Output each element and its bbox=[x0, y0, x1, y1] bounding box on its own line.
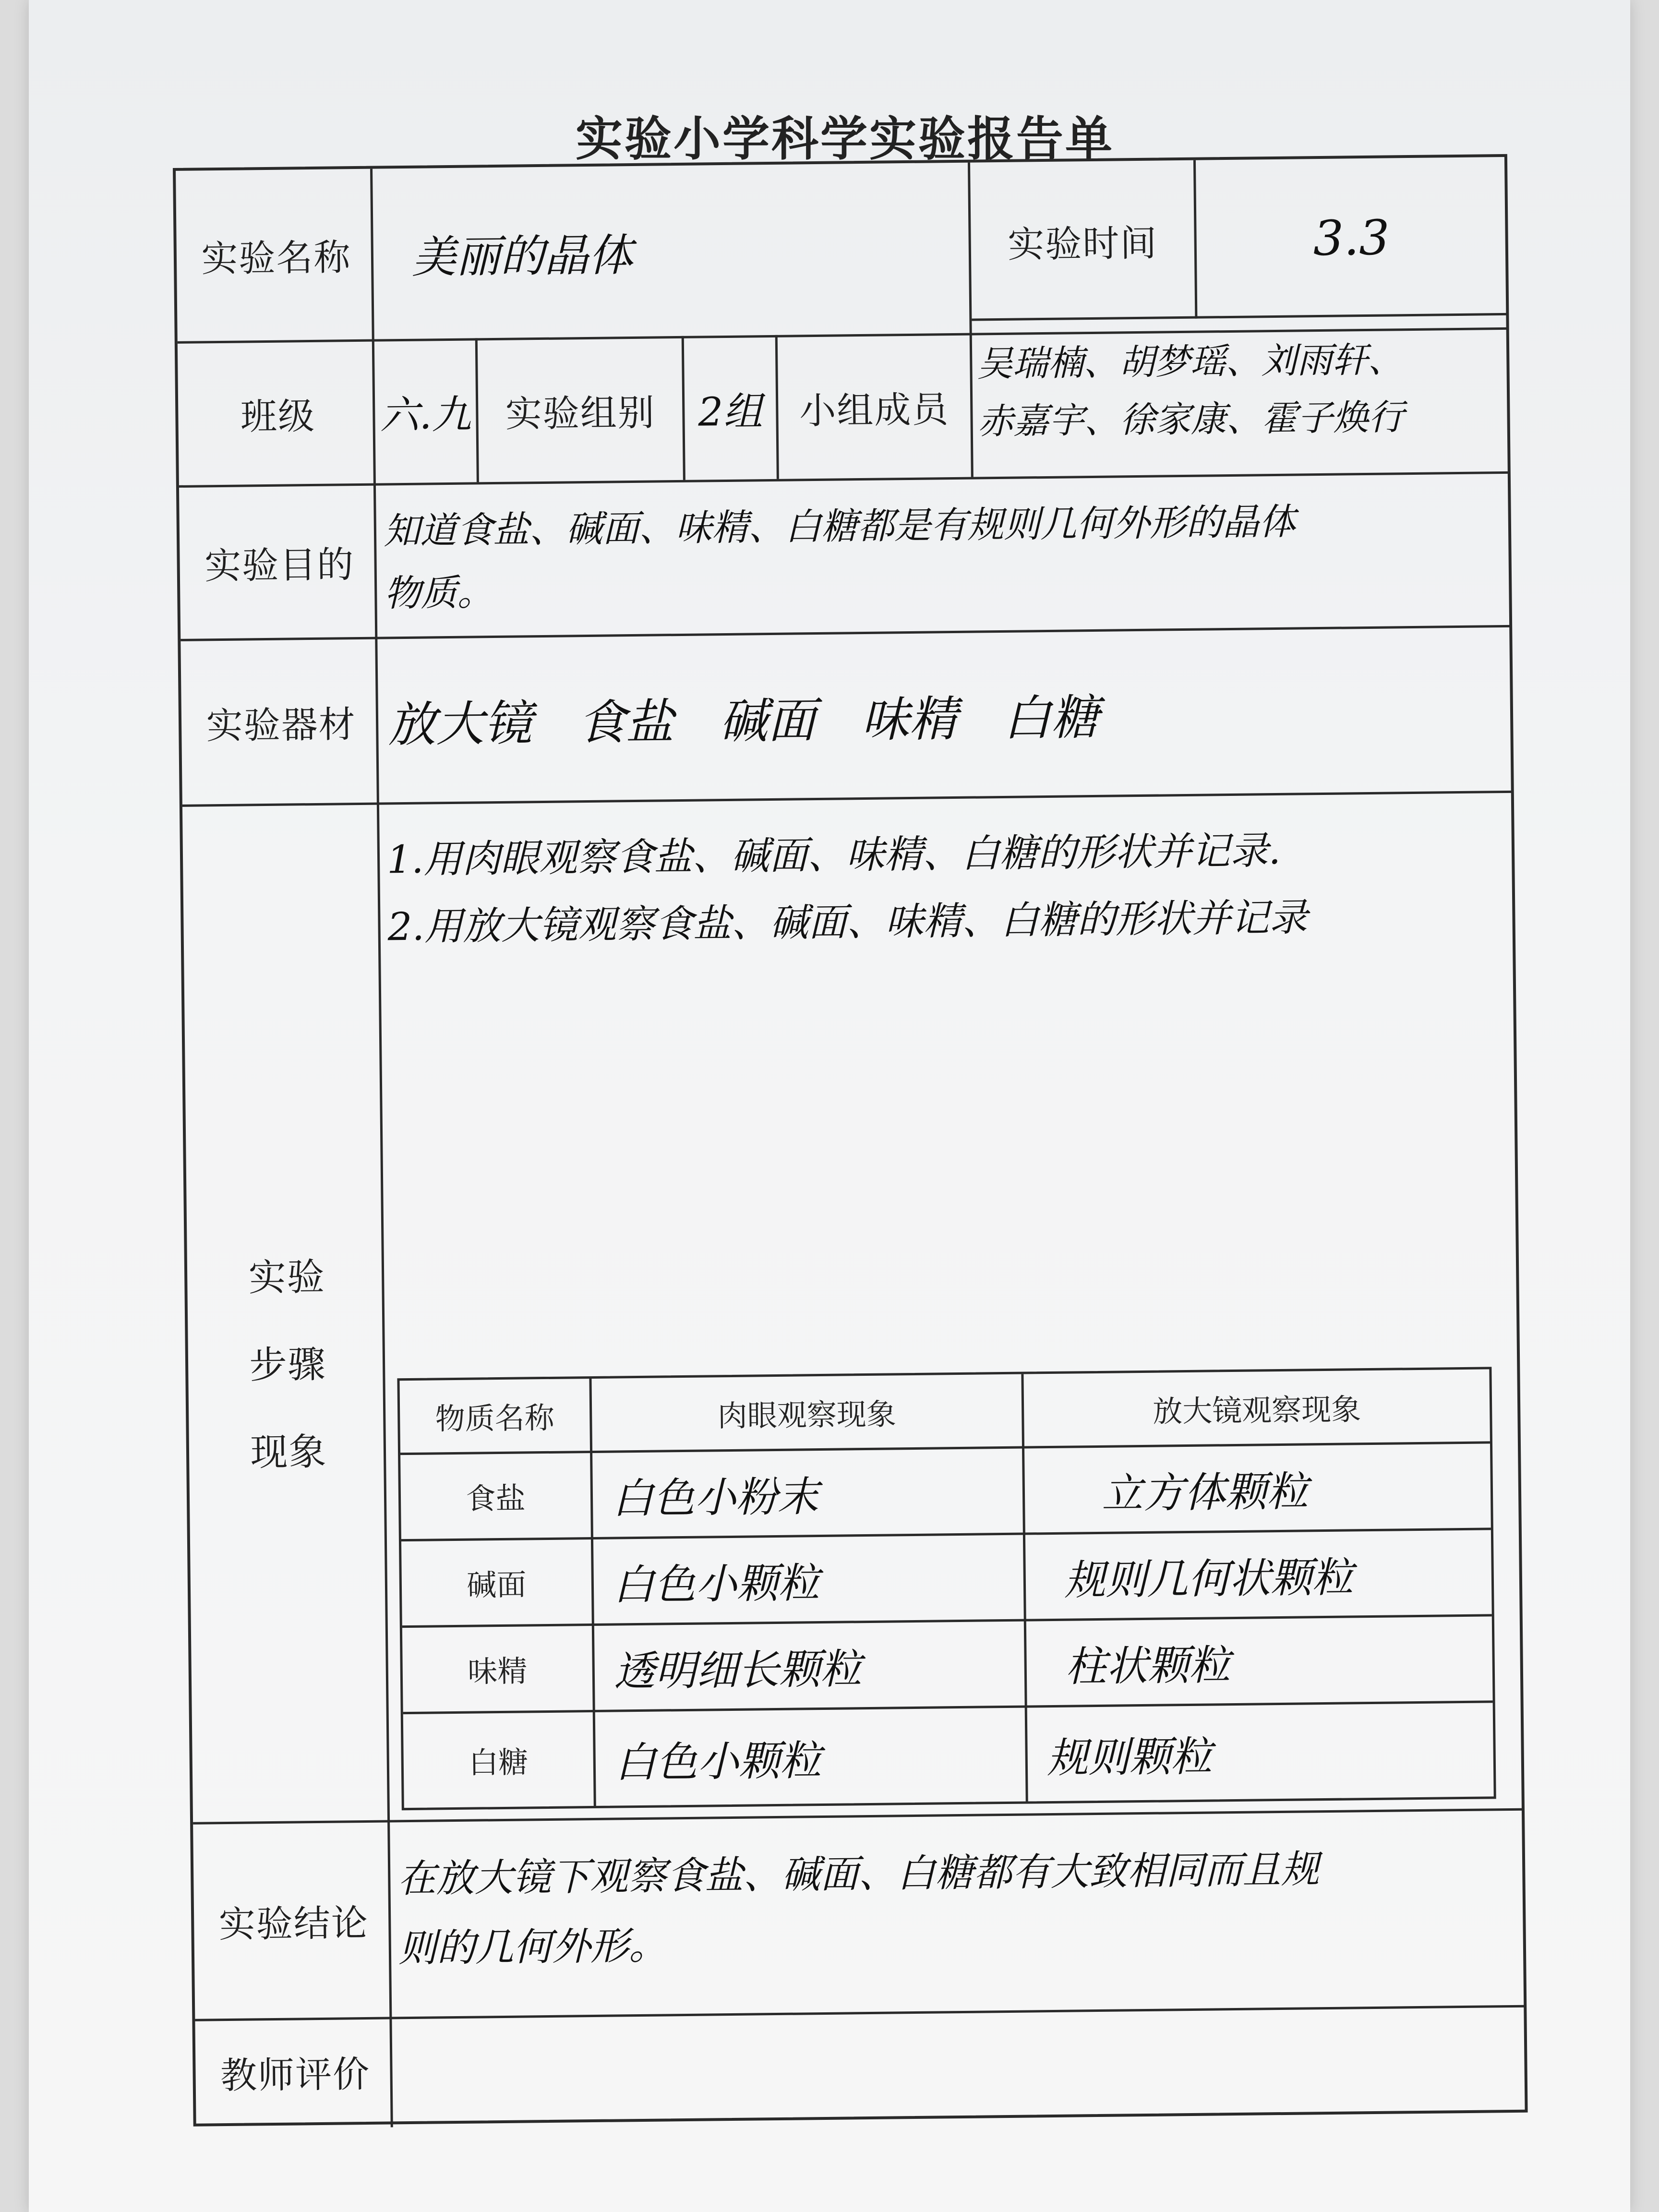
purpose-value bbox=[383, 488, 1508, 634]
paper-sheet bbox=[29, 0, 1630, 2212]
conclusion-value bbox=[397, 1832, 1522, 2007]
table-row-name: 味精 bbox=[467, 1653, 528, 1689]
table-row-name: 白糖 bbox=[468, 1744, 529, 1780]
table-row-naked: 透明细长颗粒 bbox=[613, 1645, 862, 1696]
table-row-naked: 白色小颗粒 bbox=[614, 1736, 822, 1787]
table-row-name: 碱面 bbox=[467, 1567, 527, 1603]
label-class: 班级 bbox=[240, 394, 316, 438]
table-row-magnified: 规则颗粒 bbox=[1046, 1732, 1213, 1782]
page-title: 实验小学科学实验报告单 bbox=[575, 111, 1114, 167]
observation-table bbox=[397, 1367, 1496, 1810]
table-header-name: 物质名称 bbox=[435, 1400, 555, 1436]
table-header-naked: 肉眼观察现象 bbox=[717, 1396, 897, 1433]
step-1: 1.用肉眼观察食盐、碱面、味精、白糖的形状并记录. bbox=[386, 828, 1281, 882]
table-row-naked: 白色小颗粒 bbox=[613, 1559, 820, 1610]
table-row-naked: 白色小粉末 bbox=[612, 1472, 819, 1523]
steps-text bbox=[386, 815, 1511, 980]
label-materials: 实验器材 bbox=[206, 702, 357, 747]
label-steps bbox=[187, 805, 387, 1822]
conclusion-line-1: 在放大镜下观察食盐、碱面、白糖都有大致相同而且规 bbox=[397, 1847, 1320, 1901]
experiment-name-value: 美丽的晶体 bbox=[411, 229, 633, 283]
materials-value: 放大镜 食盐 碱面 味精 白糖 bbox=[387, 689, 1100, 753]
members-value bbox=[977, 320, 1506, 470]
label-steps-3: 现象 bbox=[250, 1430, 327, 1474]
report-form bbox=[173, 154, 1528, 2127]
table-row-magnified: 规则几何状颗粒 bbox=[1064, 1553, 1354, 1605]
table-row-magnified: 立方体颗粒 bbox=[1101, 1467, 1309, 1518]
label-experiment-time: 实验时间 bbox=[1007, 221, 1158, 266]
step-2: 2.用放大镜观察食盐、碱面、味精、白糖的形状并记录 bbox=[387, 895, 1308, 950]
members-line-1: 吴瑞楠、胡梦瑶、刘雨轩、 bbox=[976, 339, 1404, 385]
purpose-line-1: 知道食盐、碱面、味精、白糖都是有规则几何外形的晶体 bbox=[383, 500, 1296, 553]
table-row-name: 食盐 bbox=[466, 1480, 526, 1516]
label-steps-2: 步骤 bbox=[249, 1343, 327, 1387]
class-value: 六.九 bbox=[379, 392, 471, 439]
label-group: 实验组别 bbox=[505, 391, 656, 435]
label-experiment-name: 实验名称 bbox=[201, 236, 351, 280]
row-divider bbox=[193, 1808, 1523, 1825]
label-purpose: 实验目的 bbox=[204, 543, 355, 588]
purpose-line-2: 物质。 bbox=[384, 571, 494, 615]
experiment-time-value: 3.3 bbox=[1313, 209, 1390, 266]
teacher-eval-value bbox=[392, 2008, 1526, 2123]
label-teacher-eval: 教师评价 bbox=[220, 2052, 371, 2097]
table-row-magnified: 柱状颗粒 bbox=[1065, 1641, 1231, 1691]
group-value: 2组 bbox=[697, 389, 763, 435]
label-steps-1: 实验 bbox=[248, 1255, 326, 1299]
label-conclusion: 实验结论 bbox=[218, 1901, 369, 1946]
label-members: 小组成员 bbox=[799, 388, 950, 433]
conclusion-line-2: 则的几何外形。 bbox=[398, 1923, 668, 1971]
table-header-magnified: 放大镜观察现象 bbox=[1152, 1391, 1361, 1429]
members-line-2: 赤嘉宇、徐家康、霍子焕行 bbox=[977, 397, 1405, 443]
